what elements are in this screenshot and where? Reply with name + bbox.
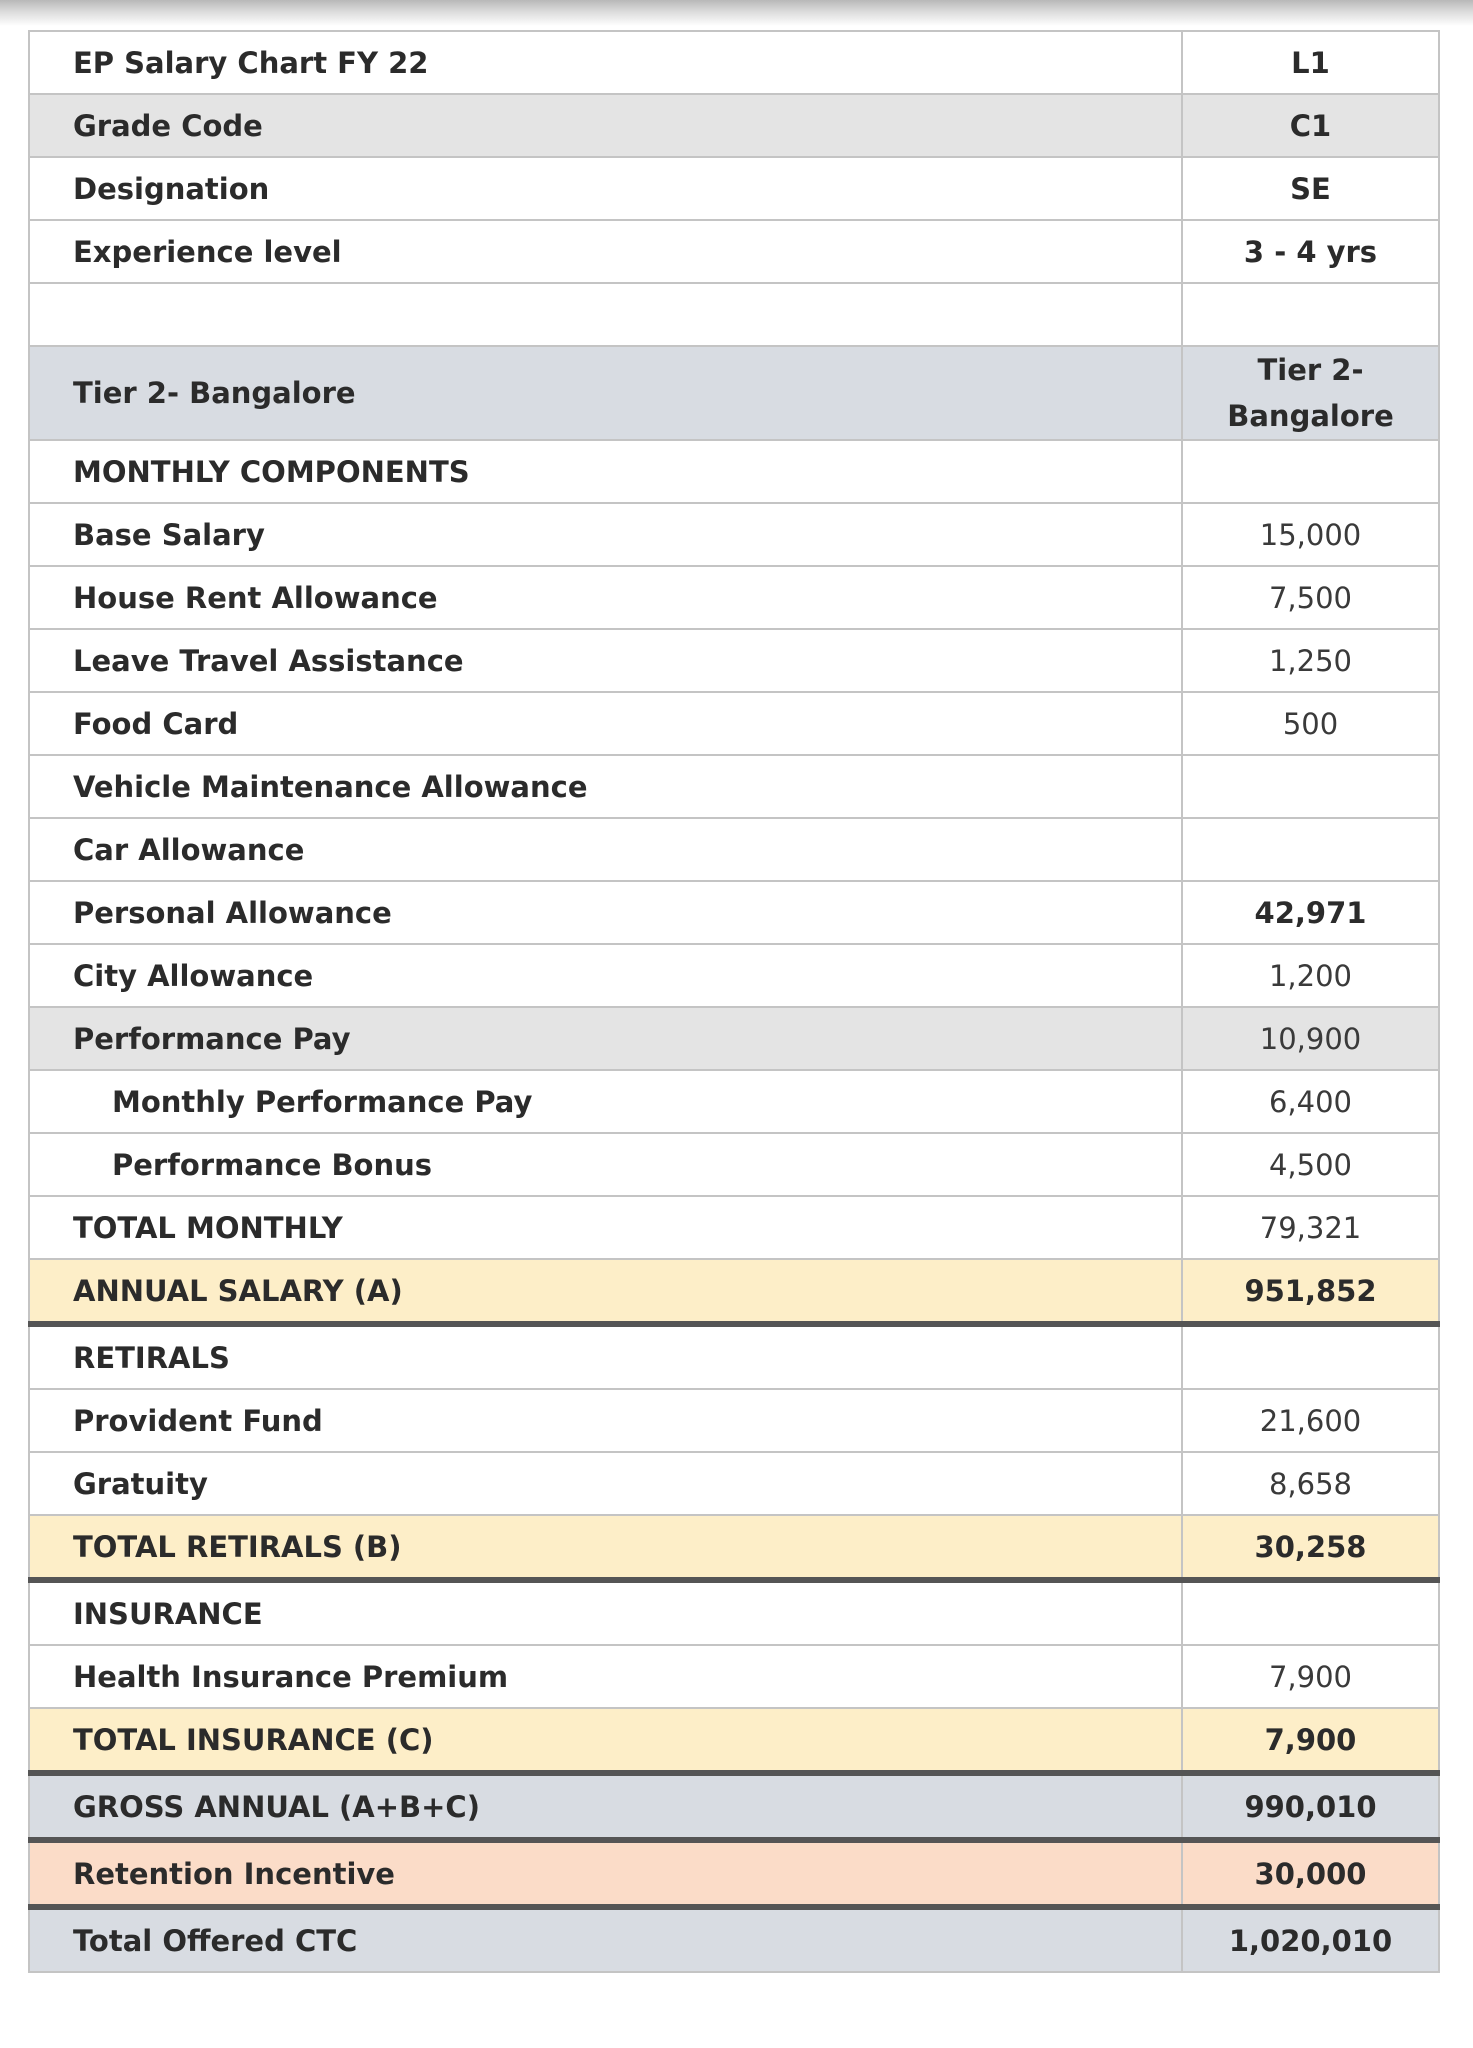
row-label: Grade Code	[29, 94, 1182, 157]
row-value: 951,852	[1182, 1259, 1439, 1324]
row-value	[1182, 1324, 1439, 1389]
salary-chart-table	[28, 30, 1440, 1973]
table-row	[29, 440, 1439, 503]
row-label: TOTAL MONTHLY	[29, 1196, 1182, 1259]
row-label: Monthly Performance Pay	[29, 1070, 1182, 1133]
table-row	[29, 1840, 1439, 1907]
table-row	[29, 503, 1439, 566]
table-row	[29, 1515, 1439, 1580]
table-row	[29, 1708, 1439, 1773]
row-value: 7,900	[1182, 1708, 1439, 1773]
table-row	[29, 692, 1439, 755]
table-row	[29, 1773, 1439, 1840]
row-label: EP Salary Chart FY 22	[29, 31, 1182, 94]
table-row	[29, 1324, 1439, 1389]
row-value: Tier 2- Bangalore	[1182, 346, 1439, 440]
table-row	[29, 1007, 1439, 1070]
row-label: MONTHLY COMPONENTS	[29, 440, 1182, 503]
row-label: ANNUAL SALARY (A)	[29, 1259, 1182, 1324]
row-label: TOTAL RETIRALS (B)	[29, 1515, 1182, 1580]
row-label: Leave Travel Assistance	[29, 629, 1182, 692]
row-value	[1182, 818, 1439, 881]
row-value: 8,658	[1182, 1452, 1439, 1515]
table-row	[29, 31, 1439, 94]
row-label: Total Offered CTC	[29, 1907, 1182, 1972]
table-row	[29, 881, 1439, 944]
table-row	[29, 1259, 1439, 1324]
row-label: INSURANCE	[29, 1580, 1182, 1645]
row-label: Vehicle Maintenance Allowance	[29, 755, 1182, 818]
row-value: 7,500	[1182, 566, 1439, 629]
row-label: Performance Bonus	[29, 1133, 1182, 1196]
row-value: 990,010	[1182, 1773, 1439, 1840]
row-label: Base Salary	[29, 503, 1182, 566]
table-row	[29, 1452, 1439, 1515]
row-value: 1,250	[1182, 629, 1439, 692]
row-value: 79,321	[1182, 1196, 1439, 1259]
table-row	[29, 283, 1439, 346]
row-value: 1,200	[1182, 944, 1439, 1007]
row-value: C1	[1182, 94, 1439, 157]
row-value: 3 - 4 yrs	[1182, 220, 1439, 283]
table-row	[29, 1389, 1439, 1452]
table-row	[29, 755, 1439, 818]
row-value: SE	[1182, 157, 1439, 220]
table-row	[29, 220, 1439, 283]
top-shadow	[0, 0, 1473, 26]
table-row	[29, 1645, 1439, 1708]
row-label: Retention Incentive	[29, 1840, 1182, 1907]
table-row	[29, 1907, 1439, 1972]
row-value: 15,000	[1182, 503, 1439, 566]
row-value	[1182, 755, 1439, 818]
row-label: Car Allowance	[29, 818, 1182, 881]
table-row	[29, 157, 1439, 220]
row-value: 500	[1182, 692, 1439, 755]
row-label: TOTAL INSURANCE (C)	[29, 1708, 1182, 1773]
row-label: City Allowance	[29, 944, 1182, 1007]
table-row	[29, 94, 1439, 157]
row-value: 6,400	[1182, 1070, 1439, 1133]
table-row	[29, 1133, 1439, 1196]
row-label: GROSS ANNUAL (A+B+C)	[29, 1773, 1182, 1840]
row-value: L1	[1182, 31, 1439, 94]
row-value	[1182, 440, 1439, 503]
row-label: Gratuity	[29, 1452, 1182, 1515]
row-value	[1182, 1580, 1439, 1645]
row-value: 10,900	[1182, 1007, 1439, 1070]
row-value: 21,600	[1182, 1389, 1439, 1452]
table-row	[29, 1196, 1439, 1259]
row-value: 42,971	[1182, 881, 1439, 944]
row-label: Provident Fund	[29, 1389, 1182, 1452]
row-value: 30,258	[1182, 1515, 1439, 1580]
table-row	[29, 818, 1439, 881]
table-row	[29, 1070, 1439, 1133]
row-value: 30,000	[1182, 1840, 1439, 1907]
table-row	[29, 346, 1439, 440]
table-row	[29, 1580, 1439, 1645]
row-label	[29, 283, 1182, 346]
row-label: House Rent Allowance	[29, 566, 1182, 629]
row-value: 7,900	[1182, 1645, 1439, 1708]
row-value	[1182, 283, 1439, 346]
row-value: 4,500	[1182, 1133, 1439, 1196]
row-label: Health Insurance Premium	[29, 1645, 1182, 1708]
table-row	[29, 566, 1439, 629]
row-label: RETIRALS	[29, 1324, 1182, 1389]
salary-chart-body	[29, 31, 1439, 1972]
row-value: 1,020,010	[1182, 1907, 1439, 1972]
row-label: Food Card	[29, 692, 1182, 755]
table-row	[29, 944, 1439, 1007]
row-label: Experience level	[29, 220, 1182, 283]
row-label: Designation	[29, 157, 1182, 220]
table-row	[29, 629, 1439, 692]
row-label: Personal Allowance	[29, 881, 1182, 944]
row-label: Tier 2- Bangalore	[29, 346, 1182, 440]
row-label: Performance Pay	[29, 1007, 1182, 1070]
